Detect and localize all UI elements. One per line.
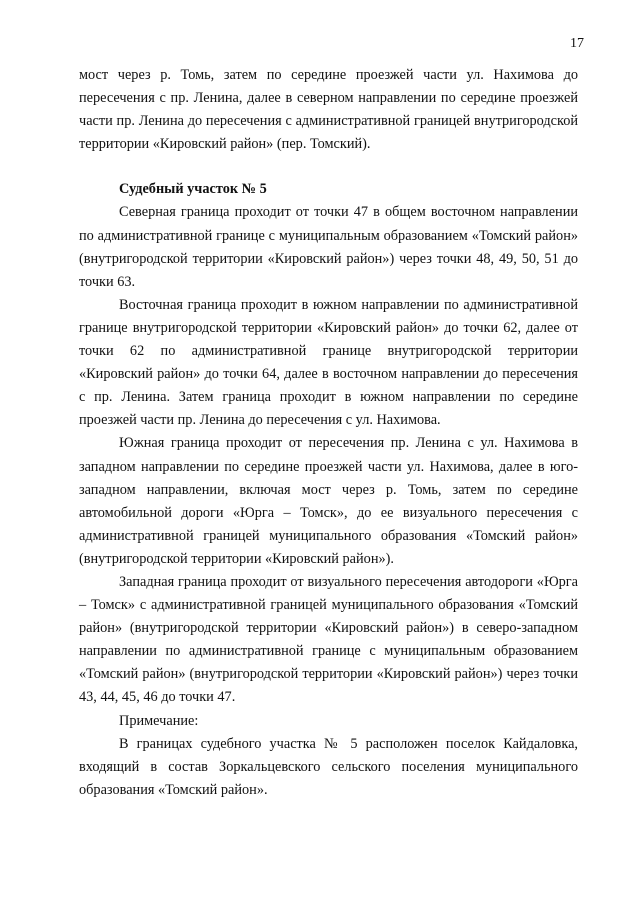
north-boundary-paragraph: Северная граница проходит от точки 47 в общем восточном направлении по административной границе с муниципальным образованием «Томский район» (внутригородской территории «Кировский район») через точки 48, 49, 50, 51 до точки 63.	[79, 204, 578, 290]
spacer	[79, 156, 578, 178]
east-boundary-paragraph: Восточная граница проходит в южном направлении по административной границе внутригородской территории «Кировский район» до точки 62, далее от точки 62 по административной границе внутригородской территории «Кировский район» до точки 64, далее в восточном направлении до пересечения с пр. Ленина. Затем граница проходит в южном направлении по середине проезжей части пр. Ленина до пересечения с ул. Нахимова.	[79, 296, 578, 429]
intro-paragraph: мост через р. Томь, затем по середине проезжей части ул. Нахимова до пересечения с пр. Ленина, далее в северном направлении по середине проезжей части пр. Ленина до пересечения с административной границей внутригородской территории «Кировский район» (пер. Томский).	[79, 67, 578, 153]
page-number: 17	[570, 36, 584, 51]
note-paragraph: В границах судебного участка № 5 расположен поселок Кайдаловка, входящий в состав Зоркальцевского сельского поселения муниципального образования «Томский район».	[79, 735, 578, 798]
note-label: Примечание:	[119, 712, 199, 729]
section-heading: Судебный участок № 5	[119, 181, 267, 198]
document-body	[79, 64, 578, 802]
south-boundary-paragraph: Южная граница проходит от пересечения пр. Ленина с ул. Нахимова в западном направлении по середине проезжей части ул. Нахимова, далее в юго-западном направлении, включая мост через р. Томь, затем по середине автомобильной дороги «Юрга – Томск», до ее визуального пересечения с административной границей муниципального образования «Томский район» (внутригородской территории «Кировский район»).	[79, 435, 578, 567]
west-boundary-paragraph: Западная граница проходит от визуального пересечения автодороги «Юрга – Томск» с административной границей муниципального образования «Томский район» (внутригородской территории «Кировский район») в северо-западном направлении по административной границе с муниципальным образованием «Томский район» (внутригородской территории «Кировский район») через точки 43, 44, 45, 46 до точки 47.	[79, 573, 578, 706]
